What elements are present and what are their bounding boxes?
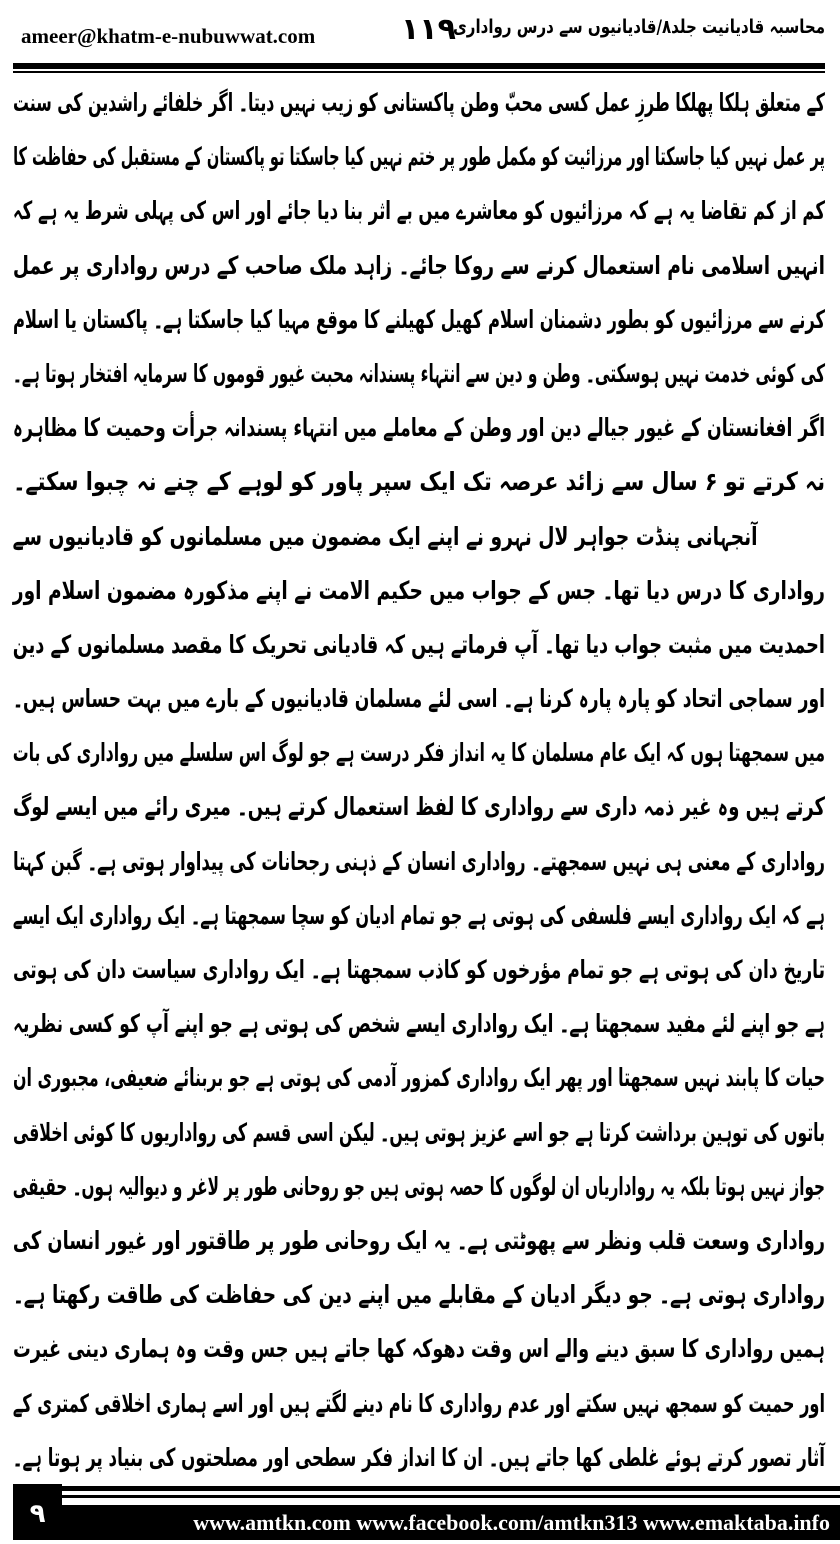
header-running-title-box bbox=[453, 16, 825, 50]
header-page-number: ۱۱۹ bbox=[401, 12, 456, 47]
text-line: رواداری وسعت قلب ونظر سے پھوٹتی ہے۔ یہ ایک روحانی طور پر طاقتور اور غیور انسان کی bbox=[12, 1225, 825, 1255]
text-line: جواز نہیں ہوتا بلکہ یہ رواداریاں ان لوگوں کا حصہ ہوتی ہیں جو روحانی طور پر لاغر و دیوالیہ ہوں۔ حقیقی bbox=[12, 1171, 825, 1201]
text-line: کے متعلق ہلکا پھلکا طرزِ عمل کسی محبّ وطن پاکستانی کو زیب نہیں دیتا۔ اگر خلفائے راشدین کی سنت bbox=[12, 88, 825, 117]
text-line: اگر افغانستان کے غیور جیالے دین اور وطن کے معاملے میں انتہاء پسندانہ جرأت وحمیت کا مظاہرہ bbox=[12, 413, 825, 443]
text-line: نہ کرتے تو ۶ سال سے زائد عرصہ تک ایک سپر پاور کو لوہے کے چنے نہ چبوا سکتے۔ bbox=[13, 467, 825, 497]
header-rule-thin bbox=[13, 71, 825, 73]
header-rule-thick bbox=[13, 63, 825, 69]
text-line: آثار تصور کرتے ہوئے غلطی کھا جاتے ہیں۔ ان کا انداز فکر سطحی اور مصلحتوں کی بنیاد پر ہوتا ہے۔ bbox=[12, 1442, 826, 1472]
footer-page-number: ۹ bbox=[13, 1484, 62, 1540]
text-line: رواداری کا درس دیا تھا۔ جس کے جواب میں حکیم الامت نے اپنے مذکورہ مضمون اسلام اور bbox=[12, 575, 826, 605]
text-line: رواداری ہوتی ہے۔ جو دیگر ادیان کے مقابلے میں اپنے دین کی حفاظت کی طاقت رکھتا ہے۔ bbox=[12, 1280, 825, 1310]
text-line: ہے جو اپنے لئے مفید سمجھتا ہے۔ ایک رواداری ایسے شخص کی ہوتی ہے جو اپنے آپ کو کسی نظریہ bbox=[13, 1009, 825, 1039]
footer-rule-thick bbox=[62, 1486, 840, 1491]
text-line: کرتے ہیں وہ غیر ذمہ داری سے رواداری کا لفظ استعمال کرتے ہیں۔ میری رائے میں ایسے لوگ bbox=[12, 792, 825, 822]
text-line: پر عمل نہیں کیا جاسکتا اور مرزائیت کو مکمل طور پر ختم نہیں کیا جاسکتا تو پاکستان کے مستقبل کی حفاظت کا bbox=[13, 142, 825, 172]
text-line: تاریخ دان کی ہوتی ہے جو تمام مؤرخوں کو کاذب سمجھتا ہے۔ ایک رواداری سیاست دان کی ہوتی bbox=[13, 955, 825, 984]
text-line: باتوں کی توہین برداشت کرتا ہے جو اسے عزیز ہوتی ہیں۔ لیکن اسی قسم کی رواداریوں کا کوئی اخلاقی bbox=[13, 1117, 825, 1147]
text-line: اور سماجی اتحاد کو پارہ پارہ کرنا ہے۔ اسی لئے مسلمان قادیانیوں کے بارے میں بہت حساس ہیں۔ bbox=[13, 684, 825, 714]
text-line: کم از کم تقاضا یہ ہے کہ مرزائیوں کو معاشرے میں بے اثر بنا دیا جائے اور اس کی پہلی شرط یہ ہے کہ bbox=[12, 196, 826, 226]
text-line: اور حمیت کو سمجھ نہیں سکتے اور عدم رواداری کا نام دینے لگتے ہیں اور اسے ہماری اخلاقی کمتری کے bbox=[12, 1388, 826, 1418]
text-line: کرنے سے مرزائیوں کو بطور دشمنان اسلام کھیل کھیلنے کا موقع مہیا کیا جاسکتا ہے۔ پاکستان یا اسلام bbox=[12, 304, 825, 334]
text-line: انہیں اسلامی نام استعمال کرنے سے روکا جائے۔ زاہد ملک صاحب کے درس رواداری پر عمل bbox=[12, 250, 826, 280]
footer-rule-thin bbox=[62, 1495, 840, 1498]
header-running-title: محاسبہ قادیانیت جلد۸/قادیانیوں سے درس رواداری bbox=[452, 16, 825, 38]
text-line: ہے کہ ایک رواداری ایسے فلسفی کی ہوتی ہے جو تمام ادیان کو سچا سمجھتا ہے۔ ایک رواداری ایک ایسے bbox=[12, 900, 826, 930]
text-line: آنجہانی پنڈت جواہر لال نہرو نے اپنے ایک مضمون میں مسلمانوں کو قادیانیوں سے bbox=[12, 521, 758, 551]
text-line: ہمیں رواداری کا سبق دینے والے اس وقت دھوکہ کھا جاتے ہیں جس وقت وہ ہماری دینی غیرت bbox=[12, 1334, 826, 1364]
text-line: احمدیت میں مثبت جواب دیا تھا۔ آپ فرماتے ہیں کہ قادیانی تحریک کا مقصد مسلمانوں کے دین bbox=[12, 629, 825, 659]
header-email: ameer@khatm-e-nubuwwat.com bbox=[21, 24, 316, 48]
text-line: کی کوئی خدمت نہیں ہوسکتی۔ وطن و دین سے انتہاء پسندانہ محبت غیور قوموں کا سرمایہ افتخار ہوتا ہے۔ bbox=[12, 358, 825, 388]
body-text bbox=[13, 76, 825, 1485]
text-line: میں سمجھتا ہوں کہ ایک عام مسلمان کا یہ انداز فکر درست ہے جو لوگ اس سلسلے میں رواداری کی بات bbox=[12, 738, 826, 768]
text-line: رواداری کے معنی ہی نہیں سمجھتے۔ رواداری انسان کے ذہنی رجحانات کی پیداوار ہوتی ہے۔ گبن کہتا bbox=[12, 846, 825, 876]
page-header bbox=[13, 6, 825, 56]
footer-links: www.amtkn.com www.facebook.com/amtkn313 www.emaktaba.info bbox=[62, 1505, 840, 1540]
text-line: حیات کا پابند نہیں سمجھتا اور پھر ایک رواداری کمزور آدمی کی ہوتی ہے جو بربنائے ضعیفی، مجبوری ان bbox=[12, 1063, 825, 1093]
